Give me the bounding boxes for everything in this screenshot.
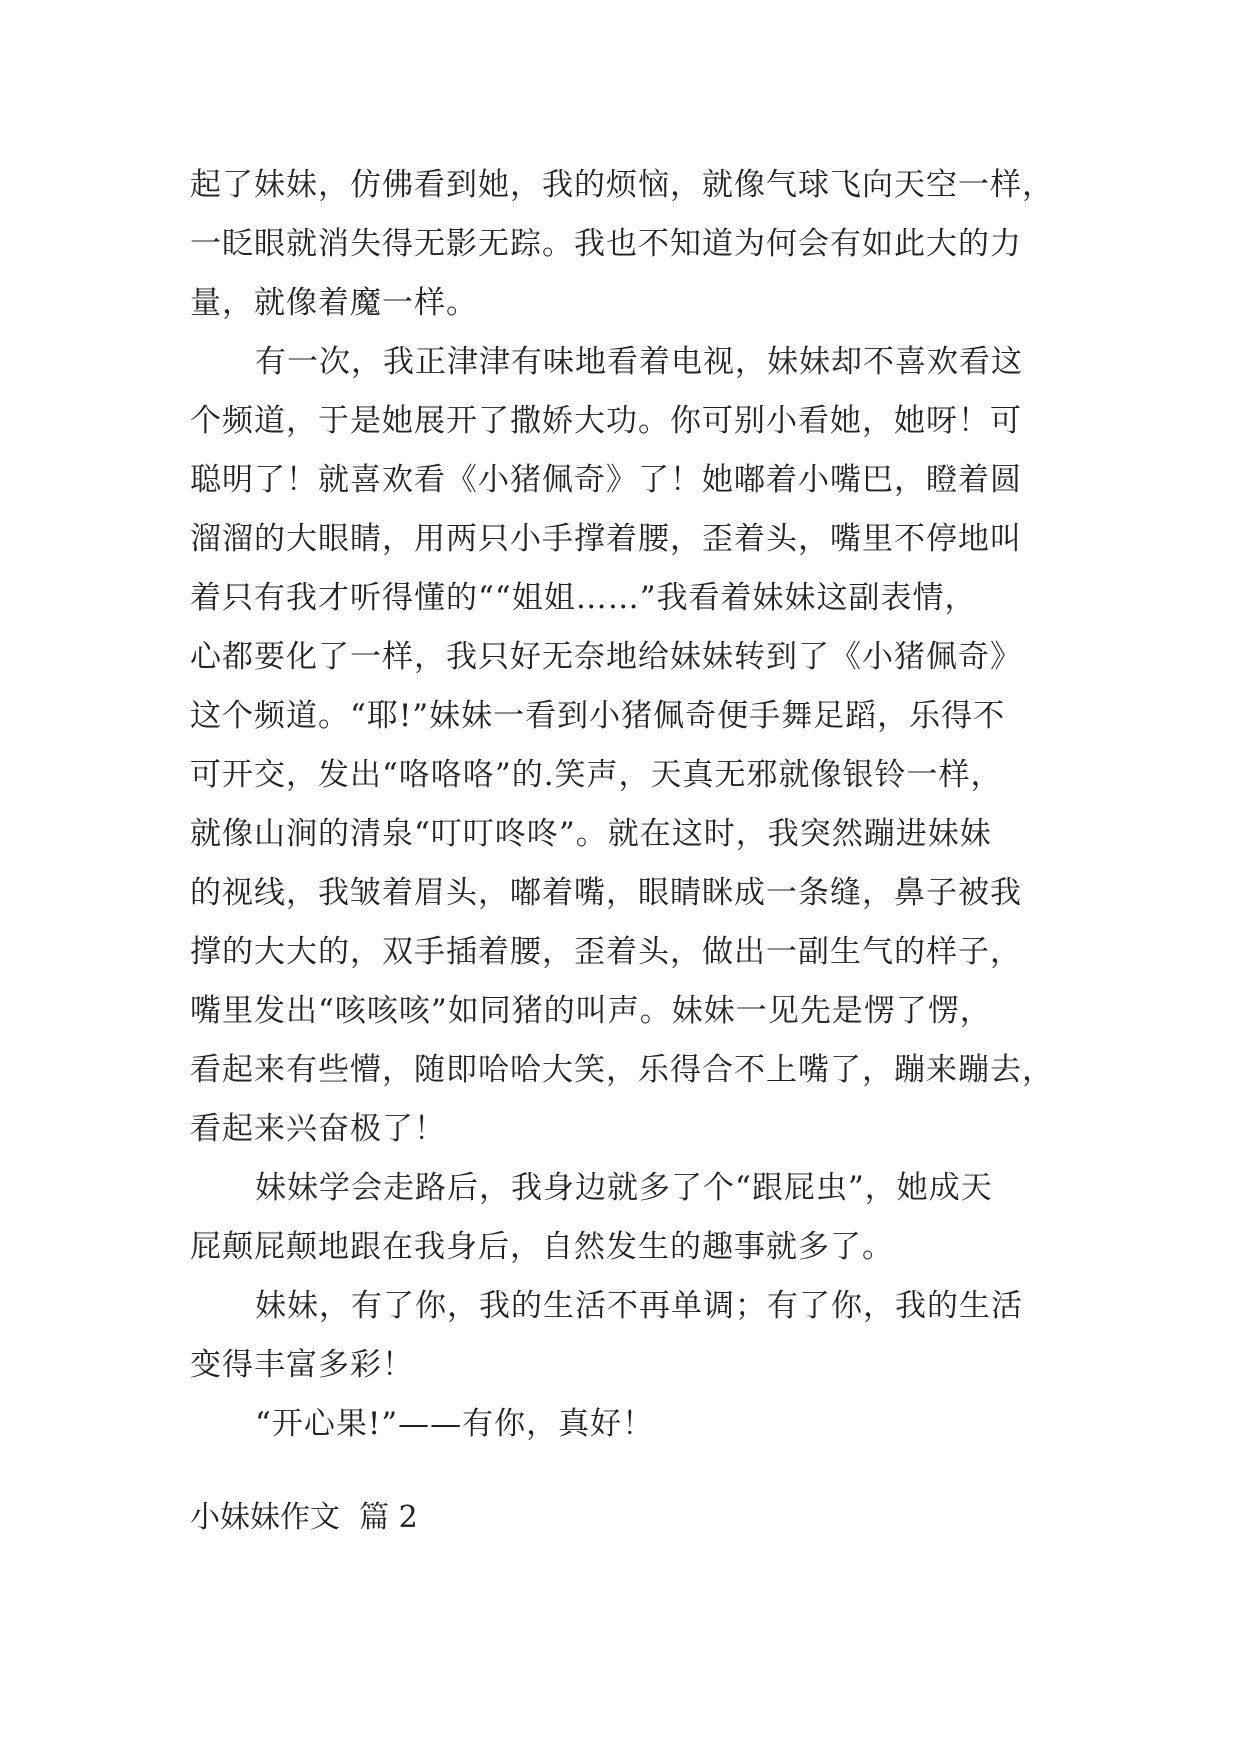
text-line-1: 起了妹妹，仿佛看到她，我的烦恼，就像气球飞向天空一样，	[190, 167, 1054, 203]
text-line-9: 心都要化了一样，我只好无奈地给妹妹转到了《小猪佩奇》	[190, 639, 1022, 675]
text-line-22: “开心果!”——有你，真好！	[255, 1406, 655, 1442]
text-line-13: 的视线，我皱着眉头，嘟着嘴，眼睛眯成一条缝，鼻子被我	[190, 875, 1022, 911]
text-line-6: 聪明了！就喜欢看《小猪佩奇》了！她嘟着小嘴巴，瞪着圆	[190, 462, 1022, 498]
text-line-5: 个频道，于是她展开了撒娇大功。你可别小看她，她呀！可	[190, 403, 1022, 439]
text-line-19: 屁颠屁颠地跟在我身后，自然发生的趣事就多了。	[190, 1229, 894, 1265]
text-line-10: 这个频道。“耶!”妹妹一看到小猪佩奇便手舞足蹈，乐得不	[190, 698, 1006, 734]
text-line-2: 一眨眼就消失得无影无踪。我也不知道为何会有如此大的力	[190, 226, 1022, 262]
text-line-8: 着只有我才听得懂的““姐姐……”我看着妹妹这副表情，	[190, 580, 977, 616]
text-line-3: 量，就像着魔一样。	[190, 285, 478, 321]
text-line-21: 变得丰富多彩！	[190, 1347, 414, 1383]
text-line-16: 看起来有些懵，随即哈哈大笑，乐得合不上嘴了，蹦来蹦去，	[190, 1052, 1054, 1088]
text-line-18: 妹妹学会走路后，我身边就多了个“跟屁虫”，她成天	[255, 1170, 993, 1206]
text-line-7: 溜溜的大眼睛，用两只小手撑着腰，歪着头，嘴里不停地叫	[190, 521, 1022, 557]
text-line-15: 嘴里发出“咳咳咳”如同猪的叫声。妹妹一见先是愣了愣，	[190, 993, 992, 1029]
text-line-12: 就像山涧的清泉“叮叮咚咚”。就在这时，我突然蹦进妹妹	[190, 816, 992, 852]
text-line-14: 撑的大大的，双手插着腰，歪着头，做出一副生气的样子，	[190, 934, 1022, 970]
text-line-20: 妹妹，有了你，我的生活不再单调；有了你，我的生活	[255, 1288, 1023, 1324]
section-heading: 小妹妹作文 篇 2	[190, 1500, 418, 1535]
text-line-4: 有一次，我正津津有味地看着电视，妹妹却不喜欢看这	[255, 344, 1023, 380]
text-line-17: 看起来兴奋极了！	[190, 1111, 446, 1147]
text-line-11: 可开交，发出“咯咯咯”的.笑声，天真无邪就像银铃一样，	[190, 757, 1003, 793]
